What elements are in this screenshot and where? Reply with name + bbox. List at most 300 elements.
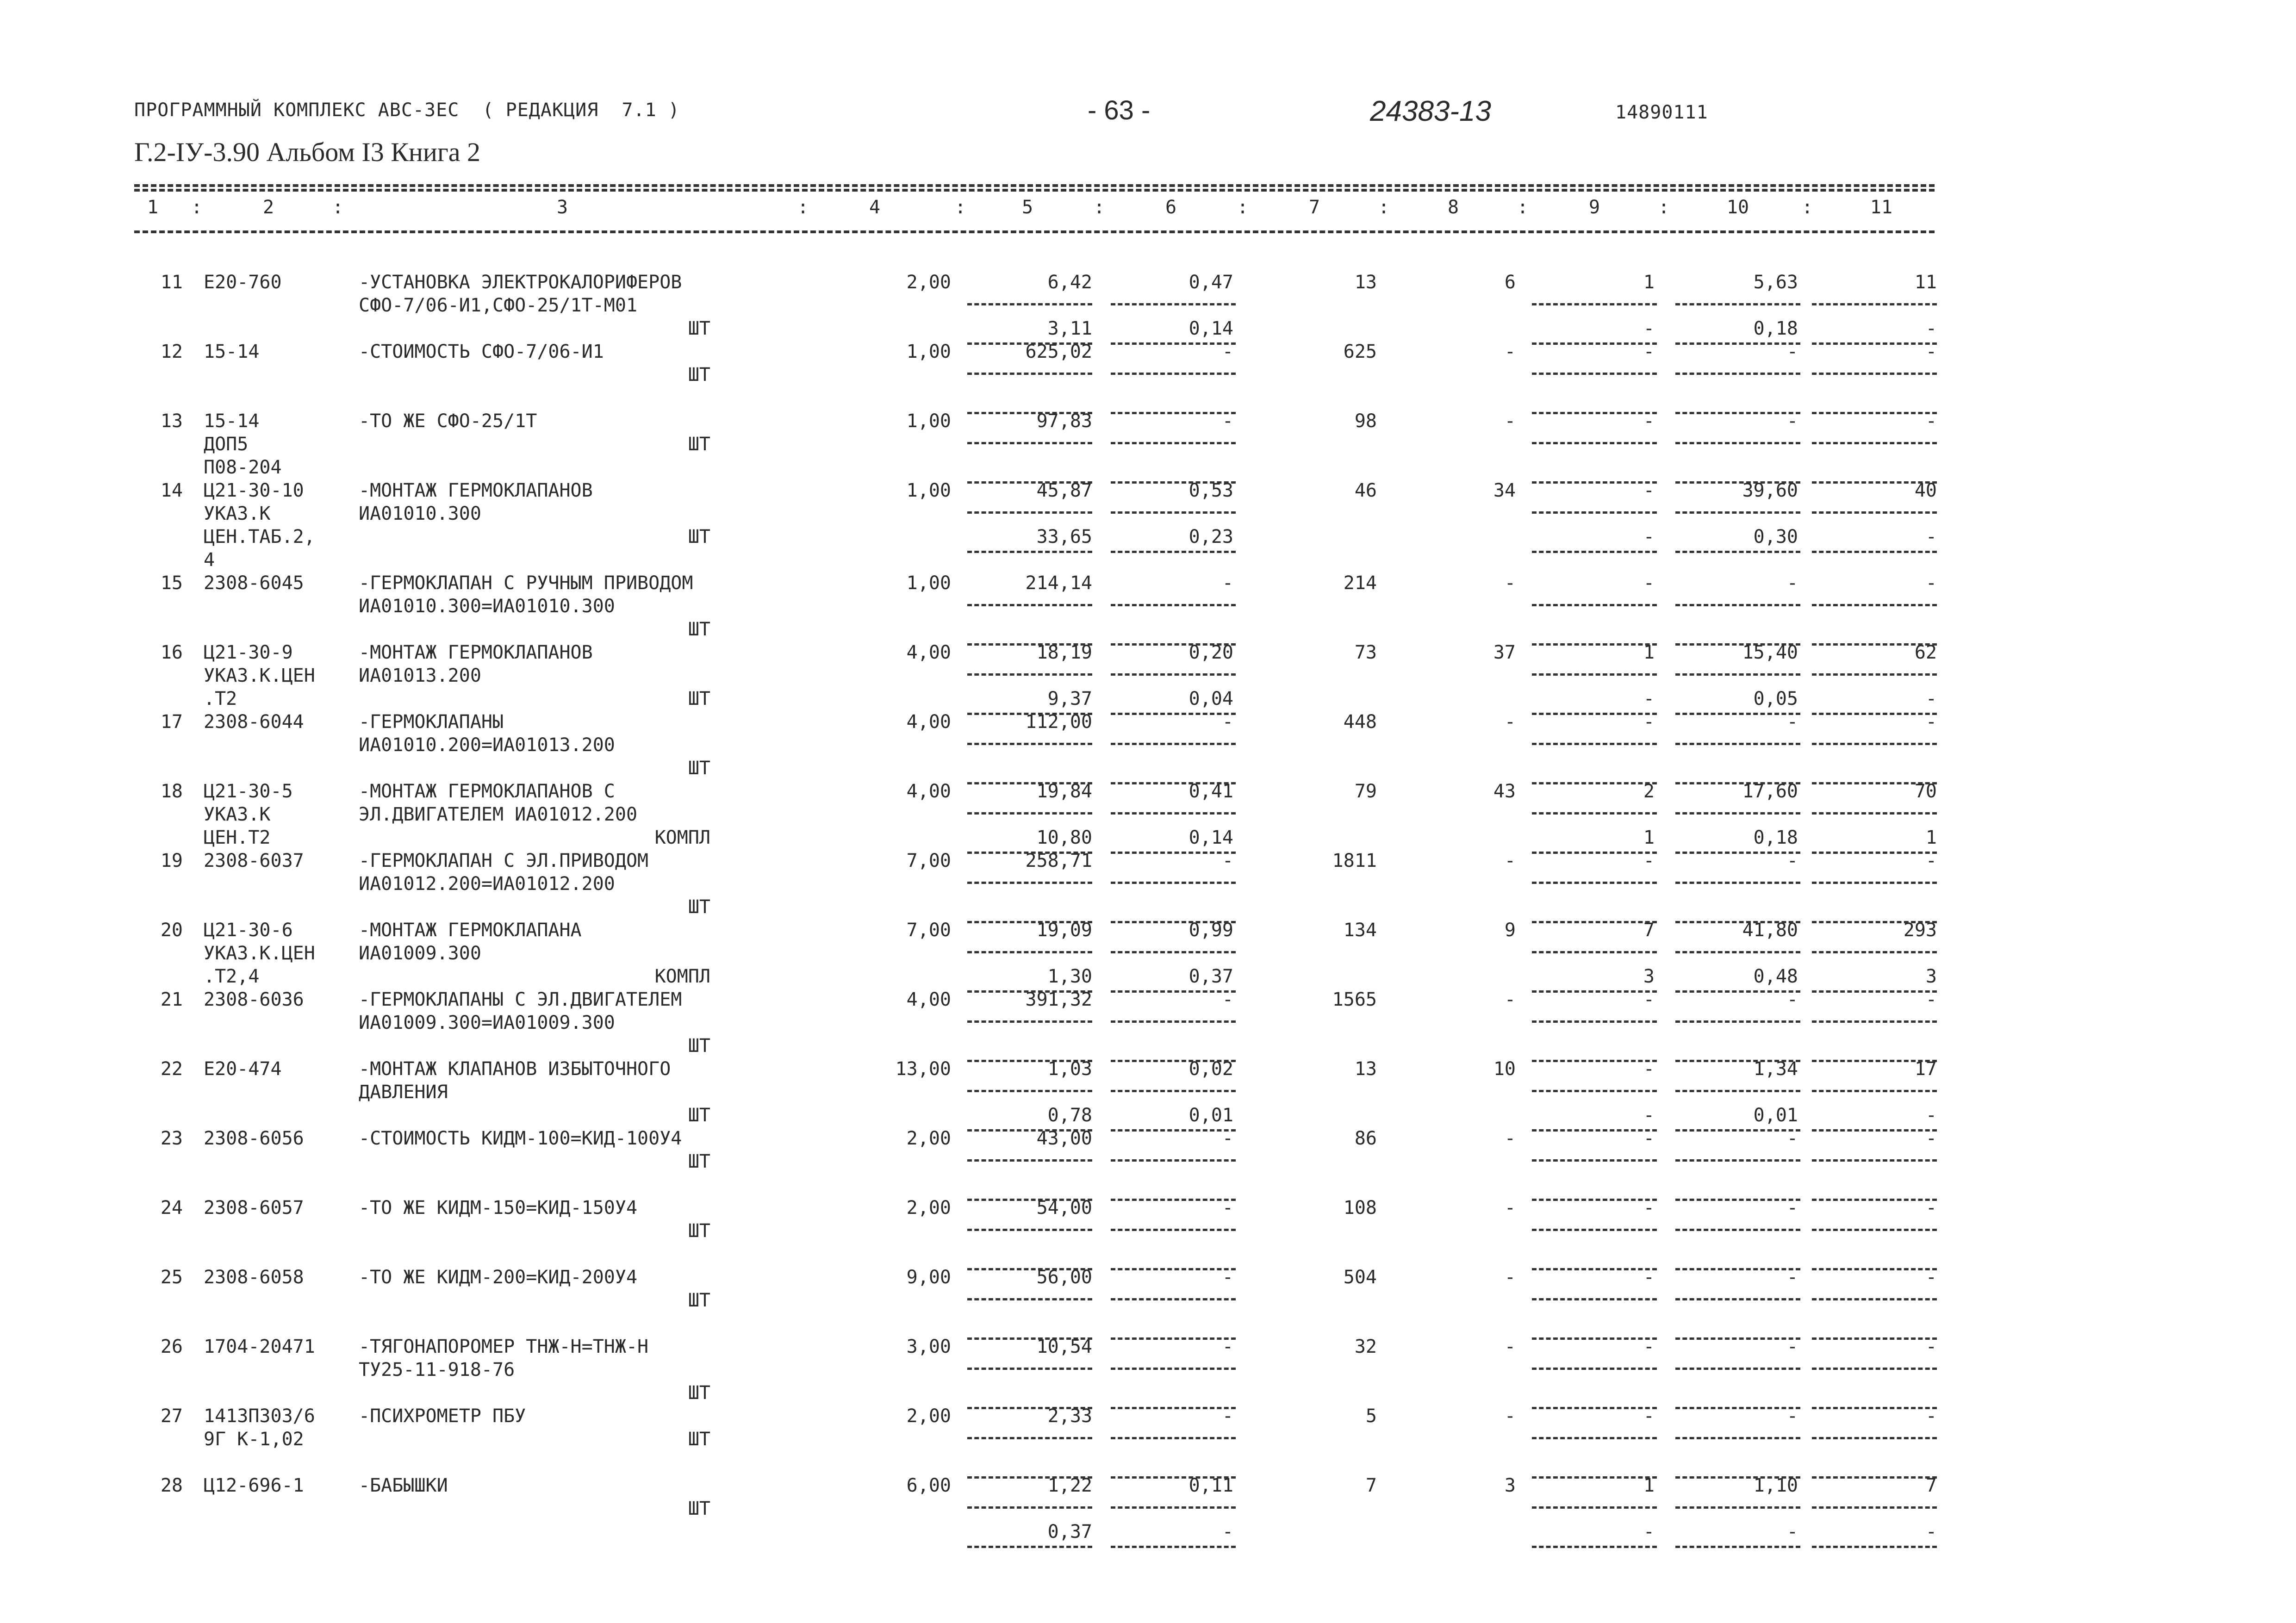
cell-rule [1675,1437,1800,1439]
value-c9: - [1643,1336,1655,1357]
rate-code: УКАЗ.К.ЦЕН [204,665,315,686]
quantity: 2,00 [906,1197,951,1219]
value-c5: 56,00 [1036,1267,1092,1288]
value-c10: - [1786,410,1798,432]
value-c7: 73 [1354,642,1377,663]
value-c5: 625,02 [1025,341,1092,362]
value-c8: - [1504,572,1516,594]
value-c10: - [1786,1267,1798,1288]
cell-rule-lower [1532,1060,1657,1062]
cell-rule [1111,1229,1236,1231]
value-c11: - [1925,850,1937,871]
rate-code: .Т2 [204,688,237,709]
value-c7: 32 [1354,1336,1377,1357]
cell-rule [1532,1368,1657,1370]
cell-rule [1111,1298,1236,1300]
value-c8: 10 [1493,1058,1516,1080]
value-c11b: 1 [1925,827,1937,848]
value-c5b: 9,37 [1047,688,1092,709]
cell-rule [1675,511,1800,514]
quantity: 1,00 [906,480,951,501]
value-c7: 13 [1354,1058,1377,1080]
cell-rule [1675,951,1800,953]
cell-rule-lower [1675,1546,1800,1548]
cell-rule [967,1368,1092,1370]
value-c8: - [1504,850,1516,871]
value-c11: 17 [1914,1058,1937,1080]
cell-rule [1111,511,1236,514]
quantity: 2,00 [906,272,951,293]
column-separator: : [1378,197,1390,218]
value-c5: 1,22 [1047,1475,1092,1496]
value-c7: 625 [1343,341,1377,362]
cell-rule [1812,511,1937,514]
cell-rule-lower [1111,412,1236,414]
value-c6b: 0,01 [1188,1105,1233,1126]
rate-code: 2308-6056 [204,1128,304,1149]
cell-rule-lower [1111,551,1236,553]
cell-rule-lower [1812,1407,1937,1409]
rate-code: Е20-760 [204,272,282,293]
cell-rule [967,373,1092,375]
value-c10: 39,60 [1742,480,1798,501]
value-c9: 1 [1643,642,1655,663]
cell-rule [1111,1506,1236,1509]
row-number: 23 [160,1128,183,1149]
value-c5b: 0,37 [1047,1521,1092,1542]
work-description: -МОНТАЖ ГЕРМОКЛАПАНОВ С [359,781,615,802]
value-c7: 86 [1354,1128,1377,1149]
work-description: ИА01010.200=ИА01013.200 [359,734,615,756]
value-c5: 391,32 [1025,989,1092,1010]
value-c8: - [1504,1197,1516,1219]
value-c6: 0,47 [1188,272,1233,293]
work-description: -МОНТАЖ ГЕРМОКЛАПАНА [359,920,582,941]
cell-rule [1812,951,1937,953]
value-c10: - [1786,341,1798,362]
rate-code: 4 [204,549,215,571]
value-c9: - [1643,989,1655,1010]
value-c10b: 0,30 [1753,526,1798,547]
value-c7: 214 [1343,572,1377,594]
cell-rule-lower [1675,1129,1800,1132]
row-number: 16 [160,642,183,663]
cell-rule-lower [1532,1199,1657,1201]
column-header-9: 9 [1588,197,1600,218]
cell-rule-lower [1812,1476,1937,1479]
work-description: -МОНТАЖ ГЕРМОКЛАПАНОВ [359,642,593,663]
cell-rule [1532,303,1657,305]
value-c6: 0,99 [1188,920,1233,941]
value-c6: 0,02 [1188,1058,1233,1080]
value-c9: - [1643,1197,1655,1219]
value-c10: - [1786,1197,1798,1219]
document-number: 14890111 [1615,102,1708,123]
work-description: ЭЛ.ДВИГАТЕЛЕМ ИА01012.200 [359,804,638,825]
cell-rule [1675,303,1800,305]
value-c7: 504 [1343,1267,1377,1288]
cell-rule-lower [1812,1268,1937,1270]
value-c5b: 0,78 [1047,1105,1092,1126]
cell-rule [1532,882,1657,884]
cell-rule [1675,373,1800,375]
cell-rule-lower [1532,1476,1657,1479]
cell-rule [1675,604,1800,606]
value-c11: 70 [1914,781,1937,802]
rate-code: Ц21-30-5 [204,781,293,802]
value-c9b: - [1643,688,1655,709]
cell-rule-lower [1532,551,1657,553]
cell-rule-lower [1111,342,1236,345]
cell-rule [967,511,1092,514]
cell-rule-lower [1532,1546,1657,1548]
rate-code: ДОП5 [204,434,249,455]
quantity: 6,00 [906,1475,951,1496]
value-c5b: 3,11 [1047,318,1092,339]
work-description: -ТЯГОНАПОРОМЕР ТНЖ-Н=ТНЖ-Н [359,1336,649,1357]
value-c11b: - [1925,526,1937,547]
value-c9: - [1643,341,1655,362]
value-c10b: 0,48 [1753,966,1798,987]
value-c8: 6 [1504,272,1516,293]
column-separator: : [332,197,344,218]
value-c10: 41,80 [1742,920,1798,941]
value-c7: 1565 [1332,989,1377,1010]
column-header-11: 11 [1870,197,1893,218]
rate-code: 2308-6036 [204,989,304,1010]
row-number: 14 [160,480,183,501]
work-description: ИА01013.200 [359,665,481,686]
value-c10b: 0,01 [1753,1105,1798,1126]
cell-rule-lower [1812,1199,1937,1201]
row-number: 11 [160,272,183,293]
unit-of-measure: ШТ [688,1498,710,1519]
unit-of-measure: ШТ [688,1151,710,1172]
cell-rule-lower [1812,412,1937,414]
value-c9b: 3 [1643,966,1655,987]
work-description: -ГЕРМОКЛАПАН С РУЧНЫМ ПРИВОДОМ [359,572,693,594]
cell-rule [1111,1159,1236,1162]
value-c10: 1,34 [1753,1058,1798,1080]
value-c10: 1,10 [1753,1475,1798,1496]
value-c9b: - [1643,1105,1655,1126]
value-c5: 214,14 [1025,572,1092,594]
value-c10b: - [1786,1521,1798,1542]
cell-rule [967,1159,1092,1162]
unit-of-measure: ШТ [688,619,710,640]
value-c9: - [1643,410,1655,432]
value-c6: - [1222,410,1233,432]
cell-rule [967,1020,1092,1023]
cell-rule [1675,1229,1800,1231]
cell-rule-lower [1675,551,1800,553]
rate-code: Ц21-30-9 [204,642,293,663]
cell-rule [1812,1090,1937,1092]
value-c8: - [1504,711,1516,733]
rate-code: УКАЗ.К [204,804,271,825]
column-header-3: 3 [556,197,568,218]
row-number: 15 [160,572,183,594]
value-c6: - [1222,1267,1233,1288]
value-c8: 3 [1504,1475,1516,1496]
cell-rule [1532,1159,1657,1162]
value-c11b: - [1925,688,1937,709]
value-c7: 108 [1343,1197,1377,1219]
cell-rule-lower [1111,1337,1236,1340]
cell-rule [967,812,1092,815]
value-c9: 1 [1643,1475,1655,1496]
cell-rule [1812,1368,1937,1370]
value-c9: - [1643,572,1655,594]
cell-rule [1532,673,1657,676]
cell-rule [1532,442,1657,444]
rate-code: 2308-6044 [204,711,304,733]
row-number: 21 [160,989,183,1010]
cell-rule [967,1229,1092,1231]
value-c11b: 3 [1925,966,1937,987]
value-c6b: 0,37 [1188,966,1233,987]
value-c10: - [1786,711,1798,733]
cell-rule [1532,1229,1657,1231]
value-c6b: 0,04 [1188,688,1233,709]
value-c5: 43,00 [1036,1128,1092,1149]
value-c8: - [1504,1128,1516,1149]
cell-rule-lower [1532,342,1657,345]
cell-rule [1111,743,1236,745]
rate-code: ЦЕН.ТАБ.2, [204,526,315,547]
value-c5: 19,09 [1036,920,1092,941]
work-description: -ТО ЖЕ КИДМ-200=КИД-200У4 [359,1267,638,1288]
cell-rule [1812,373,1937,375]
value-c10: 5,63 [1753,272,1798,293]
value-c10b: 0,18 [1753,827,1798,848]
cell-rule [1532,812,1657,815]
unit-of-measure: ШТ [688,1290,710,1311]
column-separator: : [191,197,203,218]
value-c7: 134 [1343,920,1377,941]
value-c6b: 0,14 [1188,318,1233,339]
value-c10: - [1786,572,1798,594]
value-c5b: 10,80 [1036,827,1092,848]
quantity: 9,00 [906,1267,951,1288]
cell-rule [1812,812,1937,815]
value-c6: - [1222,850,1233,871]
work-description: -ТО ЖЕ СФО-25/1Т [359,410,537,432]
unit-of-measure: ШТ [688,1220,710,1242]
quantity: 1,00 [906,410,951,432]
unit-of-measure: ШТ [688,526,710,547]
cell-rule-lower [1111,1546,1236,1548]
row-number: 24 [160,1197,183,1219]
value-c8: 43 [1493,781,1516,802]
rate-code: ЦЕН.Т2 [204,827,271,848]
work-description: СФО-7/06-И1,СФО-25/1Т-М01 [359,295,638,316]
rate-code: 9Г К-1,02 [204,1429,304,1450]
value-c10: - [1786,1405,1798,1427]
cell-rule [967,303,1092,305]
cell-rule-lower [1675,1199,1800,1201]
rate-code: 2308-6037 [204,850,304,871]
value-c9: 2 [1643,781,1655,802]
cell-rule [967,1298,1092,1300]
cell-rule-lower [1812,1129,1937,1132]
cell-rule [1111,442,1236,444]
cell-rule [1675,1506,1800,1509]
work-description: -МОНТАЖ КЛАПАНОВ ИЗБЫТОЧНОГО [359,1058,671,1080]
column-separator: : [1517,197,1529,218]
cell-rule [1812,1020,1937,1023]
cell-rule-lower [1111,713,1236,715]
cell-rule [1675,743,1800,745]
column-header-5: 5 [1021,197,1033,218]
work-description: -ГЕРМОКЛАПАНЫ С ЭЛ.ДВИГАТЕЛЕМ [359,989,682,1010]
row-number: 26 [160,1336,183,1357]
quantity: 1,00 [906,572,951,594]
rate-code: 2308-6045 [204,572,304,594]
rate-code: 2308-6057 [204,1197,304,1219]
cell-rule [1111,951,1236,953]
cell-rule-lower [1532,713,1657,715]
work-description: ИА01012.200=ИА01012.200 [359,873,615,895]
value-c9: 7 [1643,920,1655,941]
value-c8: 34 [1493,480,1516,501]
cell-rule-lower [1675,412,1800,414]
cell-rule-lower [1111,1129,1236,1132]
value-c8: - [1504,410,1516,432]
value-c10b: 0,05 [1753,688,1798,709]
quantity: 2,00 [906,1128,951,1149]
quantity: 3,00 [906,1336,951,1357]
cell-rule [1812,673,1937,676]
rate-code: 2308-6058 [204,1267,304,1288]
quantity: 4,00 [906,989,951,1010]
row-number: 22 [160,1058,183,1080]
cell-rule-lower [1675,342,1800,345]
value-c7: 448 [1343,711,1377,733]
value-c6b: 0,14 [1188,827,1233,848]
quantity: 1,00 [906,341,951,362]
cell-rule-lower [1532,1407,1657,1409]
value-c11: - [1925,1128,1937,1149]
cell-rule [967,1506,1092,1509]
cell-rule-lower [1532,990,1657,993]
cell-rule-lower [1532,1268,1657,1270]
work-description: ИА01010.300 [359,503,481,524]
value-c6: 0,41 [1188,781,1233,802]
cell-rule-lower [1532,643,1657,646]
cell-rule-lower [1111,1268,1236,1270]
table-top-rule-2 [134,189,1935,192]
value-c10: - [1786,850,1798,871]
cell-rule [1532,511,1657,514]
value-c11: 11 [1914,272,1937,293]
cell-rule-lower [1111,990,1236,993]
cell-rule [1532,743,1657,745]
work-description: -УСТАНОВКА ЭЛЕКТРОКАЛОРИФЕРОВ [359,272,682,293]
work-description: ИА01010.300=ИА01010.300 [359,596,615,617]
value-c6b: - [1222,1521,1233,1542]
value-c6b: 0,23 [1188,526,1233,547]
value-c7: 98 [1354,410,1377,432]
cell-rule [1812,442,1937,444]
column-header-7: 7 [1308,197,1320,218]
cell-rule-lower [1532,1337,1657,1340]
value-c6: - [1222,1128,1233,1149]
value-c10: - [1786,989,1798,1010]
row-number: 17 [160,711,183,733]
cell-rule [967,673,1092,676]
value-c9: 1 [1643,272,1655,293]
rate-code: УКАЗ.К.ЦЕН [204,943,315,964]
value-c6: - [1222,1197,1233,1219]
cell-rule [1532,1506,1657,1509]
value-c5: 54,00 [1036,1197,1092,1219]
cell-rule-lower [1532,921,1657,923]
value-c9b: - [1643,526,1655,547]
cell-rule-lower [1675,1407,1800,1409]
value-c11: - [1925,1197,1937,1219]
cell-rule [1111,673,1236,676]
cell-rule-lower [1812,342,1937,345]
column-separator: : [1237,197,1249,218]
page-number: - 63 - [1088,95,1151,125]
value-c6: - [1222,1336,1233,1357]
cell-rule [1675,1090,1800,1092]
unit-of-measure: ШТ [688,1382,710,1404]
cell-rule [1532,604,1657,606]
value-c11: - [1925,572,1937,594]
quantity: 4,00 [906,781,951,802]
column-separator: : [1658,197,1670,218]
cell-rule [1812,1298,1937,1300]
cell-rule-lower [1675,713,1800,715]
cell-rule [967,442,1092,444]
cell-rule-lower [1812,713,1937,715]
value-c5: 1,03 [1047,1058,1092,1080]
value-c5b: 1,30 [1047,966,1092,987]
value-c11b: - [1925,1105,1937,1126]
value-c6: - [1222,1405,1233,1427]
album-title: Г.2-IУ-3.90 Альбом I3 Книга 2 [134,137,480,167]
cell-rule [1532,1437,1657,1439]
row-number: 19 [160,850,183,871]
value-c9: - [1643,1405,1655,1427]
value-c9: - [1643,850,1655,871]
cell-rule-lower [1532,782,1657,784]
cell-rule [1111,1020,1236,1023]
value-c11: - [1925,1267,1937,1288]
cell-rule [1812,1159,1937,1162]
cell-rule-lower [1675,990,1800,993]
unit-of-measure: ШТ [688,688,710,709]
value-c8: - [1504,1336,1516,1357]
column-separator: : [797,197,809,218]
cell-rule [1111,373,1236,375]
value-c6: 0,53 [1188,480,1233,501]
row-number: 27 [160,1405,183,1427]
cell-rule [1532,1298,1657,1300]
value-c6: 0,11 [1188,1475,1233,1496]
column-separator: : [954,197,966,218]
quantity: 4,00 [906,642,951,663]
value-c8: - [1504,1267,1516,1288]
table-header-rule [134,230,1935,233]
column-separator: : [1093,197,1105,218]
value-c5b: 33,65 [1036,526,1092,547]
value-c9: - [1643,480,1655,501]
cell-rule [967,1090,1092,1092]
value-c7: 79 [1354,781,1377,802]
